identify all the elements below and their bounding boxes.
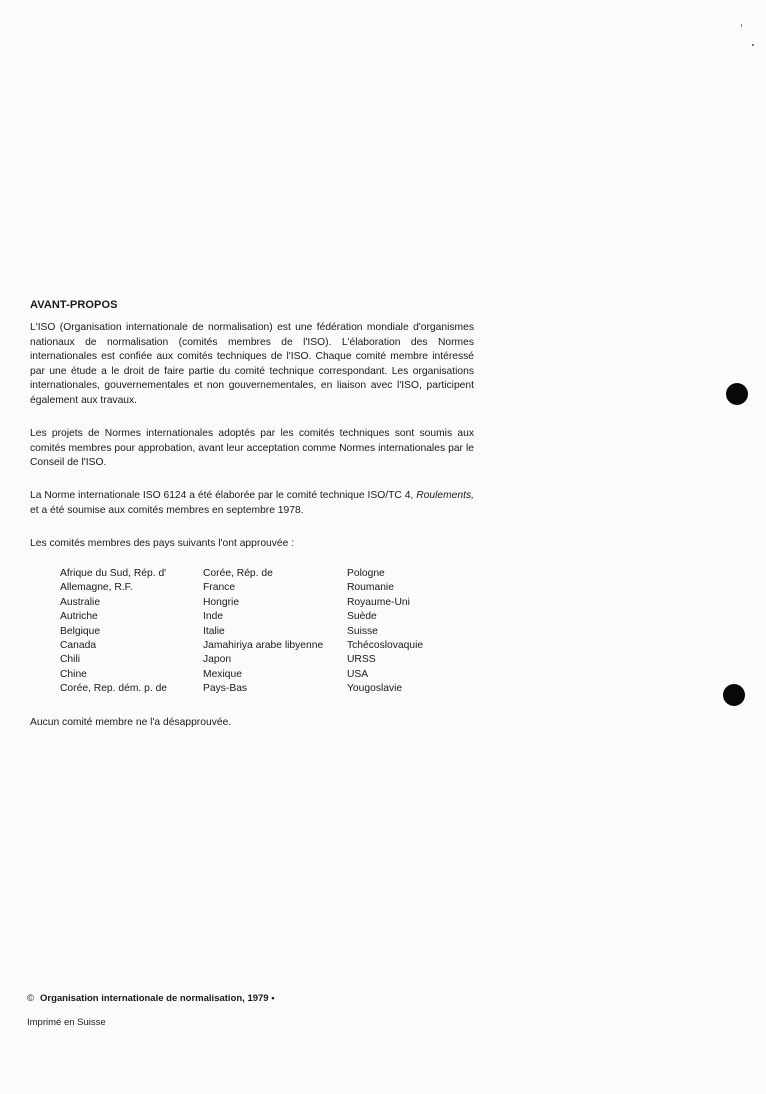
country-item: Hongrie: [203, 596, 240, 608]
country-item: Mexique: [203, 668, 242, 680]
copyright-line: [27, 993, 275, 1004]
punch-hole-icon: [723, 684, 745, 706]
country-item: Corée, Rep. dém. p. de: [60, 683, 168, 695]
country-item: Jamahiriya arabe libyenne: [203, 639, 324, 651]
copyright-text: Organisation internationale de normalisation, 1979: [40, 993, 269, 1004]
foreword-paragraph-drafts: Les projets de Normes internationales adoptés par les comités techniques sont soumis aux comités membres pour approbation, avant leur acceptation comme Normes internationales par le Conseil de l'ISO.: [30, 428, 474, 469]
countries-column-2: [203, 567, 323, 697]
country-item: Suède: [347, 611, 377, 623]
copyright-symbol: ©: [27, 993, 34, 1004]
country-item: Chine: [60, 668, 87, 680]
foreword-paragraph-iso: L'ISO (Organisation internationale de normalisation) est une fédération mondiale d'organismes nationaux de normalisation (comités membres de l'ISO). L'élaboration des Normes internationales est confiée aux comités techniques de l'ISO. Chaque comité membre intéressé par une étude a le droit de faire partie du comité technique correspondant. Les organisations internationales, gouvernementales et non gouvernementales, en liaison avec l'ISO, participent également aux travaux.: [30, 322, 474, 406]
country-item: Yougoslavie: [347, 683, 403, 695]
country-item: Belgique: [60, 625, 101, 637]
punch-hole-icon: [726, 383, 748, 405]
scan-speck: [752, 44, 754, 46]
foreword-paragraph-standard: [30, 489, 474, 518]
standard-text-before: La Norme internationale ISO 6124 a été élaborée par le comité technique ISO/TC 4,: [30, 490, 417, 501]
scan-speck: [741, 24, 742, 27]
country-item: France: [203, 582, 236, 594]
country-item: USA: [347, 668, 369, 680]
standard-text-after: et a été soumise aux comités membres en septembre 1978.: [30, 504, 304, 516]
country-item: Australie: [60, 596, 101, 608]
country-item: Autriche: [60, 611, 98, 623]
country-item: URSS: [347, 654, 376, 666]
countries-column-3: [347, 567, 423, 697]
foreword-heading: AVANT-PROPOS: [30, 299, 118, 311]
country-item: Roumanie: [347, 582, 394, 594]
bullet-icon: •: [271, 993, 275, 1004]
country-item: Chili: [60, 654, 81, 666]
country-item: Pologne: [347, 568, 385, 579]
country-item: Canada: [60, 639, 97, 651]
country-item: Italie: [203, 625, 225, 637]
approval-intro: Les comités membres des pays suivants l'ont approuvée :: [30, 538, 295, 549]
country-item: Afrique du Sud, Rép. d': [60, 568, 167, 579]
country-item: Pays-Bas: [203, 683, 248, 695]
country-item: Suisse: [347, 625, 378, 637]
country-item: Allemagne, R.F.: [60, 582, 133, 594]
disapproval-statement: Aucun comité membre ne l'a désapprouvée.: [30, 717, 232, 728]
countries-column-1: [60, 567, 167, 697]
committee-title: Roulements,: [416, 490, 474, 501]
printed-in: Imprimé en Suisse: [27, 1017, 106, 1028]
country-item: Japon: [203, 654, 232, 666]
country-item: Corée, Rép. de: [203, 568, 273, 579]
country-item: Royaume-Uni: [347, 596, 410, 608]
country-item: Tchécoslovaquie: [347, 639, 424, 651]
country-item: Inde: [203, 611, 224, 623]
